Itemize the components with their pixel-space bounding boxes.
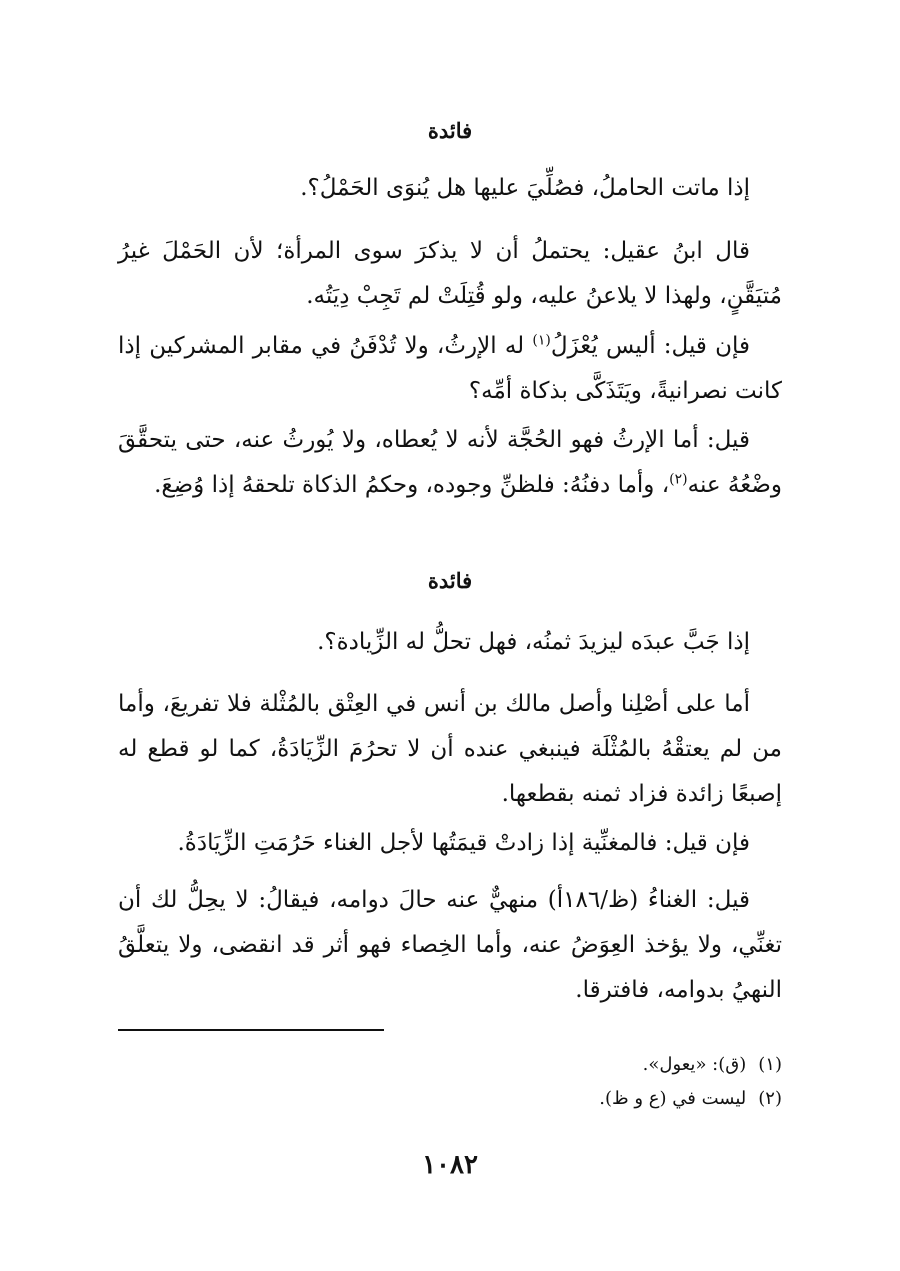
footnote-reference: (١) bbox=[532, 332, 551, 349]
body-paragraph bbox=[118, 324, 782, 414]
body-paragraph: قيل: الغناءُ (ظ/١٨٦أ) منهيٌّ عنه حالَ دوامه، فيقالُ: لا يحِلُّ لك أن تغنِّي، ولا يؤخذ العِوَضُ عنه، وأما الخِصاء فهو أثر قد انقضى، ولا يتعلَّقُ النهيُ بدوامه، فافترقا. bbox=[118, 887, 782, 1003]
question-paragraph: إذا ماتت الحاملُ، فصُلِّيَ عليها هل يُنوَى الحَمْلُ؟. bbox=[300, 175, 750, 201]
body-paragraph: أما على أصْلِنا وأصل مالك بن أنس في العِتْق بالمُثْلة فلا تفريعَ، وأما من لم يعتقْهُ بالمُثْلَة فينبغي عنده أن لا تحرُمَ الزِّيَادَةُ، كما لو قطع له إصبعًا زائدة فزاد ثمنه بقطعها. bbox=[118, 691, 782, 807]
footnote-text: ليست في (ع و ظ). bbox=[599, 1088, 747, 1109]
section-heading: فائدة bbox=[427, 568, 473, 593]
body-paragraph: قال ابنُ عقيل: يحتملُ أن لا يذكرَ سوى المرأة؛ لأن الحَمْلَ غيرُ مُتيَقَّنٍ، ولهذا لا يلاعنُ عليه، ولو قُتِلَتْ لم تَجِبْ دِيَتُه. bbox=[118, 238, 782, 309]
body-paragraph bbox=[118, 418, 782, 508]
footnote bbox=[118, 1084, 782, 1114]
section-heading: فائدة bbox=[427, 118, 473, 143]
question-paragraph: إذا جَبَّ عبدَه ليزيدَ ثمنُه، فهل تحلُّ له الزِّيادة؟. bbox=[317, 629, 750, 655]
footnote-reference: (٢) bbox=[669, 471, 688, 488]
footnote bbox=[118, 1050, 782, 1080]
paragraph-text: له الإرثُ، ولا تُدْفَنُ في مقابر المشركين إذا كانت نصرانيةً، ويَتَذَكَّى بذكاة أمِّه؟ bbox=[118, 333, 782, 404]
footnote-text: (ق): «يعول». bbox=[642, 1054, 747, 1075]
paragraph-text: فإن قيل: أليس يُعْزَلُ bbox=[550, 333, 750, 359]
page-number: ١٠٨٢ bbox=[422, 1150, 478, 1180]
footnote-number: (١) bbox=[758, 1054, 782, 1075]
paragraph-text: قيل: أما الإرثُ فهو الحُجَّة لأنه لا يُعطاه، ولا يُورثُ عنه، حتى يتحقَّقَ وضْعُهُ عنه bbox=[118, 427, 782, 498]
paragraph-text: ، وأما دفنُهُ: فلظنِّ وجوده، وحكمُ الذكاة تلحقهُ إذا وُضِعَ. bbox=[154, 472, 670, 498]
body-paragraph: فإن قيل: فالمغنِّية إذا زادتْ قيمَتُها لأجل الغناء حَرُمَتِ الزِّيَادَةُ. bbox=[177, 830, 750, 856]
footnote-number: (٢) bbox=[758, 1088, 782, 1109]
footnote-separator bbox=[118, 1029, 384, 1031]
book-page bbox=[118, 0, 782, 1271]
